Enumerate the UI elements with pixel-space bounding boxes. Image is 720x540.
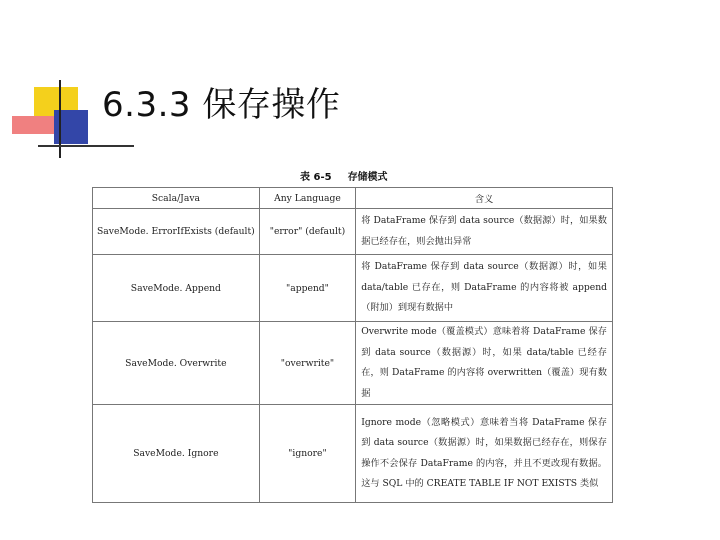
cell-mode: SaveMode. ErrorIfExists (default)	[93, 209, 260, 255]
table-caption-number: 表 6-5	[300, 172, 332, 183]
title-ornament-horizontal-line	[38, 145, 134, 147]
table-row	[93, 405, 613, 503]
title-ornament-pink-bar	[12, 116, 56, 134]
cell-mode: SaveMode. Append	[93, 255, 260, 322]
table-row	[93, 209, 613, 255]
cell-description: 将 DataFrame 保存到 data source（数据源）时，如果数据已经存在，则会抛出异常	[356, 209, 613, 255]
table-caption	[300, 168, 388, 183]
header-any-language: Any Language	[259, 188, 355, 209]
header-scala-java: Scala/Java	[93, 188, 260, 209]
cell-description: Overwrite mode（覆盖模式）意味着将 DataFrame 保存到 data source（数据源）时，如果 data/table 已经存在，则 DataFrame 的内容将 overwritten（覆盖）现有数据	[356, 322, 613, 405]
cell-mode: SaveMode. Overwrite	[93, 322, 260, 405]
cell-language: "error" (default)	[259, 209, 355, 255]
cell-description: Ignore mode（忽略模式）意味着当将 DataFrame 保存到 data source（数据源）时，如果数据已经存在，则保存操作不会保存 DataFrame 的内容，并且不更改现有数据。这与 SQL 中的 CREATE TABLE IF NOT EXISTS 类似	[356, 405, 613, 503]
table-row	[93, 322, 613, 405]
cell-mode: SaveMode. Ignore	[93, 405, 260, 503]
cell-description: 将 DataFrame 保存到 data source（数据源）时，如果 data/table 已存在，则 DataFrame 的内容将被 append（附加）到现有数据中	[356, 255, 613, 322]
cell-language: "append"	[259, 255, 355, 322]
save-modes-table	[92, 187, 613, 503]
table-row	[93, 255, 613, 322]
table-caption-text: 存储模式	[347, 172, 388, 183]
table-header-row	[93, 188, 613, 209]
slide-title: 6.3.3 保存操作	[102, 85, 341, 125]
cell-language: "overwrite"	[259, 322, 355, 405]
cell-language: "ignore"	[259, 405, 355, 503]
header-meaning: 含义	[356, 188, 613, 209]
